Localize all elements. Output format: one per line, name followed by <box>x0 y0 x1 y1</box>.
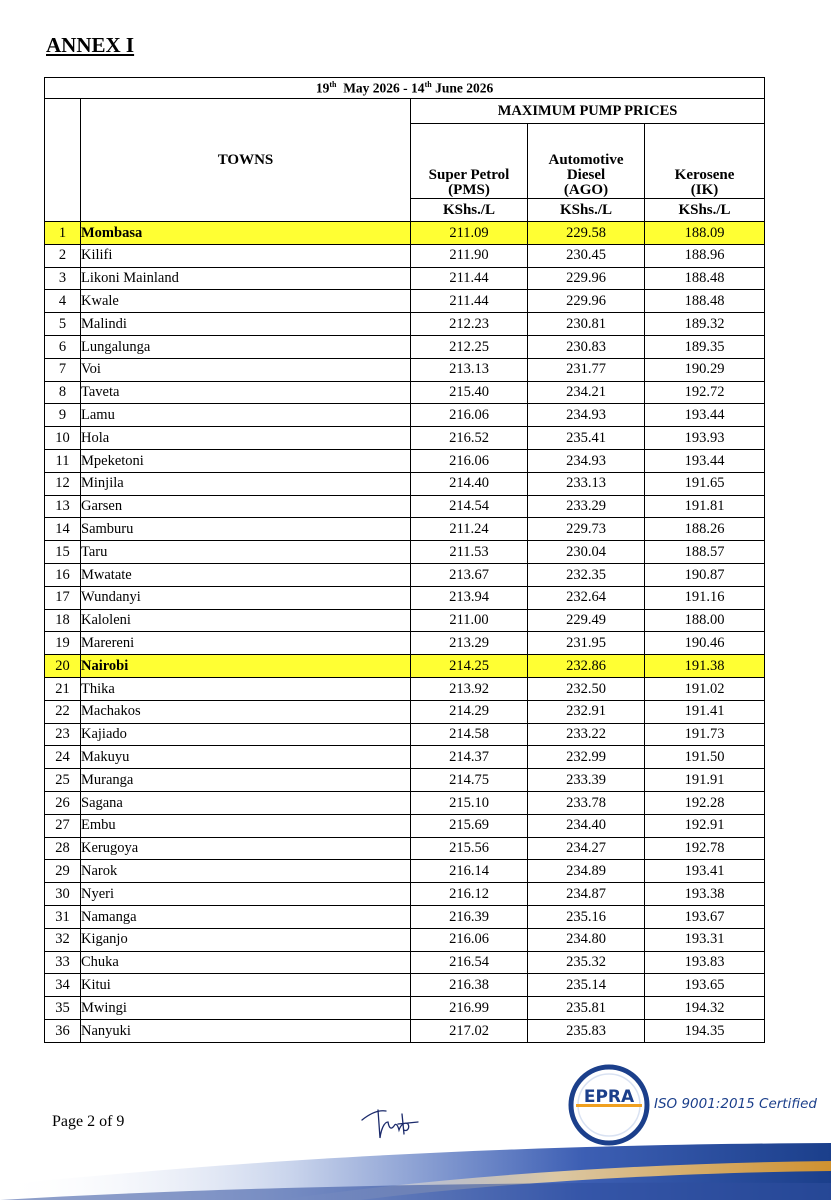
row-number: 3 <box>45 267 81 290</box>
row-number: 28 <box>45 837 81 860</box>
ago-price: 234.89 <box>528 860 645 883</box>
table-row <box>45 427 765 450</box>
ago-price: 232.64 <box>528 586 645 609</box>
pms-price: 216.06 <box>411 928 528 951</box>
table-row <box>45 655 765 678</box>
town-name: Muranga <box>81 769 411 792</box>
table-row <box>45 472 765 495</box>
town-name: Kerugoya <box>81 837 411 860</box>
town-name: Malindi <box>81 313 411 336</box>
ago-price: 235.83 <box>528 1019 645 1042</box>
pms-price: 211.09 <box>411 222 528 245</box>
town-name: Kajiado <box>81 723 411 746</box>
town-name: Marereni <box>81 632 411 655</box>
town-name: Kilifi <box>81 244 411 267</box>
town-name: Kwale <box>81 290 411 313</box>
row-number: 7 <box>45 358 81 381</box>
town-name: Mombasa <box>81 222 411 245</box>
ik-price: 192.78 <box>645 837 765 860</box>
row-number: 34 <box>45 974 81 997</box>
table-row <box>45 586 765 609</box>
ik-price: 191.91 <box>645 769 765 792</box>
town-name: Hola <box>81 427 411 450</box>
row-number: 1 <box>45 222 81 245</box>
pms-unit: KShs./L <box>411 199 528 222</box>
row-number: 32 <box>45 928 81 951</box>
table-row <box>45 791 765 814</box>
ago-price: 233.22 <box>528 723 645 746</box>
row-number: 14 <box>45 518 81 541</box>
pms-price: 213.92 <box>411 677 528 700</box>
pms-price: 213.94 <box>411 586 528 609</box>
pms-price: 211.53 <box>411 541 528 564</box>
table-row <box>45 313 765 336</box>
ago-unit: KShs./L <box>528 199 645 222</box>
town-name: Garsen <box>81 495 411 518</box>
table-row <box>45 335 765 358</box>
table-row <box>45 222 765 245</box>
pms-price: 216.06 <box>411 449 528 472</box>
table-row <box>45 814 765 837</box>
town-name: Likoni Mainland <box>81 267 411 290</box>
ik-price: 191.81 <box>645 495 765 518</box>
table-row <box>45 951 765 974</box>
row-number: 9 <box>45 404 81 427</box>
pms-price: 216.06 <box>411 404 528 427</box>
town-name: Wundanyi <box>81 586 411 609</box>
table-row <box>45 563 765 586</box>
pms-price: 214.29 <box>411 700 528 723</box>
ago-price: 234.80 <box>528 928 645 951</box>
pms-price: 214.40 <box>411 472 528 495</box>
ik-price: 194.32 <box>645 997 765 1020</box>
table-row <box>45 358 765 381</box>
ik-price: 193.65 <box>645 974 765 997</box>
row-number: 21 <box>45 677 81 700</box>
ik-price: 188.09 <box>645 222 765 245</box>
town-name: Mwingi <box>81 997 411 1020</box>
iso-certification: ISO 9001:2015 Certified <box>654 1096 817 1112</box>
ago-price: 230.81 <box>528 313 645 336</box>
ik-price: 190.46 <box>645 632 765 655</box>
ago-price: 234.93 <box>528 449 645 472</box>
town-name: Namanga <box>81 905 411 928</box>
ago-price: 232.91 <box>528 700 645 723</box>
table-row <box>45 928 765 951</box>
row-number: 26 <box>45 791 81 814</box>
row-number: 31 <box>45 905 81 928</box>
ago-price: 232.35 <box>528 563 645 586</box>
ago-price: 231.77 <box>528 358 645 381</box>
ik-price: 188.57 <box>645 541 765 564</box>
ik-price: 188.26 <box>645 518 765 541</box>
ik-price: 191.16 <box>645 586 765 609</box>
row-number: 18 <box>45 609 81 632</box>
ik-price: 191.73 <box>645 723 765 746</box>
table-row <box>45 905 765 928</box>
ago-price: 235.16 <box>528 905 645 928</box>
ik-price: 192.28 <box>645 791 765 814</box>
kerosene-header: Kerosene (IK) <box>645 124 765 199</box>
ik-price: 192.72 <box>645 381 765 404</box>
row-number: 19 <box>45 632 81 655</box>
table-row <box>45 700 765 723</box>
row-number: 5 <box>45 313 81 336</box>
pms-price: 214.54 <box>411 495 528 518</box>
ik-price: 192.91 <box>645 814 765 837</box>
table-row <box>45 860 765 883</box>
ago-price: 230.04 <box>528 541 645 564</box>
table-row <box>45 541 765 564</box>
town-name: Lamu <box>81 404 411 427</box>
pms-price: 213.13 <box>411 358 528 381</box>
ik-price: 193.44 <box>645 449 765 472</box>
ago-price: 229.58 <box>528 222 645 245</box>
ik-price: 193.38 <box>645 883 765 906</box>
pms-price: 211.24 <box>411 518 528 541</box>
ik-price: 193.93 <box>645 427 765 450</box>
town-name: Taru <box>81 541 411 564</box>
town-name: Makuyu <box>81 746 411 769</box>
ik-price: 188.00 <box>645 609 765 632</box>
pms-price: 213.29 <box>411 632 528 655</box>
ago-price: 229.96 <box>528 267 645 290</box>
table-row <box>45 883 765 906</box>
row-number: 6 <box>45 335 81 358</box>
ik-price: 190.87 <box>645 563 765 586</box>
town-name: Mwatate <box>81 563 411 586</box>
pms-price: 216.38 <box>411 974 528 997</box>
ago-price: 233.78 <box>528 791 645 814</box>
super-petrol-header: Super Petrol (PMS) <box>411 124 528 199</box>
pms-price: 216.99 <box>411 997 528 1020</box>
number-column-header <box>45 99 81 222</box>
row-number: 4 <box>45 290 81 313</box>
town-name: Minjila <box>81 472 411 495</box>
table-row <box>45 997 765 1020</box>
ik-price: 190.29 <box>645 358 765 381</box>
town-name: Thika <box>81 677 411 700</box>
row-number: 16 <box>45 563 81 586</box>
town-name: Machakos <box>81 700 411 723</box>
pms-price: 211.00 <box>411 609 528 632</box>
ago-price: 234.21 <box>528 381 645 404</box>
ik-price: 191.65 <box>645 472 765 495</box>
table-row <box>45 404 765 427</box>
town-name: Nairobi <box>81 655 411 678</box>
town-name: Mpeketoni <box>81 449 411 472</box>
row-number: 13 <box>45 495 81 518</box>
automotive-diesel-header: Automotive Diesel (AGO) <box>528 124 645 199</box>
town-name: Voi <box>81 358 411 381</box>
table-row <box>45 381 765 404</box>
table-row <box>45 290 765 313</box>
towns-header: TOWNS <box>81 99 411 222</box>
row-number: 20 <box>45 655 81 678</box>
page-number: Page 2 of 9 <box>52 1113 125 1130</box>
town-name: Sagana <box>81 791 411 814</box>
row-number: 30 <box>45 883 81 906</box>
pms-price: 216.12 <box>411 883 528 906</box>
row-number: 23 <box>45 723 81 746</box>
ik-price: 191.50 <box>645 746 765 769</box>
ago-price: 229.96 <box>528 290 645 313</box>
ik-price: 194.35 <box>645 1019 765 1042</box>
ago-price: 234.40 <box>528 814 645 837</box>
pms-price: 216.14 <box>411 860 528 883</box>
town-name: Narok <box>81 860 411 883</box>
ik-unit: KShs./L <box>645 199 765 222</box>
pump-prices-table <box>44 77 765 1043</box>
ik-price: 188.96 <box>645 244 765 267</box>
pms-price: 216.54 <box>411 951 528 974</box>
pms-price: 211.44 <box>411 267 528 290</box>
ago-price: 235.81 <box>528 997 645 1020</box>
pms-price: 214.75 <box>411 769 528 792</box>
table-row <box>45 837 765 860</box>
row-number: 33 <box>45 951 81 974</box>
town-name: Chuka <box>81 951 411 974</box>
pms-price: 215.69 <box>411 814 528 837</box>
town-name: Kiganjo <box>81 928 411 951</box>
row-number: 24 <box>45 746 81 769</box>
town-name: Samburu <box>81 518 411 541</box>
row-number: 8 <box>45 381 81 404</box>
table-row <box>45 495 765 518</box>
pms-price: 215.40 <box>411 381 528 404</box>
ik-price: 193.41 <box>645 860 765 883</box>
ago-price: 234.27 <box>528 837 645 860</box>
ago-price: 229.73 <box>528 518 645 541</box>
row-number: 35 <box>45 997 81 1020</box>
logo-text: EPRA <box>583 1087 635 1107</box>
table-row <box>45 518 765 541</box>
town-name: Nyeri <box>81 883 411 906</box>
row-number: 17 <box>45 586 81 609</box>
price-rows <box>45 222 765 1043</box>
pms-price: 216.39 <box>411 905 528 928</box>
row-number: 11 <box>45 449 81 472</box>
table-row <box>45 267 765 290</box>
ik-price: 193.67 <box>645 905 765 928</box>
ago-price: 230.83 <box>528 335 645 358</box>
row-number: 10 <box>45 427 81 450</box>
pms-price: 214.37 <box>411 746 528 769</box>
town-name: Lungalunga <box>81 335 411 358</box>
table-row <box>45 974 765 997</box>
pms-price: 214.25 <box>411 655 528 678</box>
ago-price: 229.49 <box>528 609 645 632</box>
row-number: 29 <box>45 860 81 883</box>
pms-price: 212.25 <box>411 335 528 358</box>
row-number: 12 <box>45 472 81 495</box>
row-number: 22 <box>45 700 81 723</box>
ik-price: 188.48 <box>645 290 765 313</box>
ago-price: 234.87 <box>528 883 645 906</box>
table-row <box>45 1019 765 1042</box>
row-number: 36 <box>45 1019 81 1042</box>
ago-price: 232.50 <box>528 677 645 700</box>
ago-price: 233.39 <box>528 769 645 792</box>
table-row <box>45 449 765 472</box>
pms-price: 213.67 <box>411 563 528 586</box>
town-name: Kaloleni <box>81 609 411 632</box>
pms-price: 215.10 <box>411 791 528 814</box>
pms-price: 215.56 <box>411 837 528 860</box>
row-number: 25 <box>45 769 81 792</box>
ik-price: 193.31 <box>645 928 765 951</box>
pms-price: 217.02 <box>411 1019 528 1042</box>
footer-wave <box>0 1125 831 1200</box>
town-name: Nanyuki <box>81 1019 411 1042</box>
pms-price: 214.58 <box>411 723 528 746</box>
ik-price: 189.32 <box>645 313 765 336</box>
ik-price: 193.83 <box>645 951 765 974</box>
annex-title: ANNEX I <box>46 33 135 57</box>
ago-price: 230.45 <box>528 244 645 267</box>
ago-price: 233.29 <box>528 495 645 518</box>
ago-price: 233.13 <box>528 472 645 495</box>
table-row <box>45 632 765 655</box>
ago-price: 235.32 <box>528 951 645 974</box>
row-number: 2 <box>45 244 81 267</box>
ago-price: 232.99 <box>528 746 645 769</box>
ik-price: 191.41 <box>645 700 765 723</box>
table-row <box>45 746 765 769</box>
pms-price: 216.52 <box>411 427 528 450</box>
row-number: 27 <box>45 814 81 837</box>
ik-price: 191.38 <box>645 655 765 678</box>
town-name: Kitui <box>81 974 411 997</box>
table-row <box>45 677 765 700</box>
max-pump-prices-header: MAXIMUM PUMP PRICES <box>411 99 765 124</box>
row-number: 15 <box>45 541 81 564</box>
ik-price: 188.48 <box>645 267 765 290</box>
ik-price: 193.44 <box>645 404 765 427</box>
table-row <box>45 769 765 792</box>
ago-price: 231.95 <box>528 632 645 655</box>
pms-price: 211.90 <box>411 244 528 267</box>
ago-price: 234.93 <box>528 404 645 427</box>
ago-price: 235.41 <box>528 427 645 450</box>
pms-price: 212.23 <box>411 313 528 336</box>
town-name: Embu <box>81 814 411 837</box>
ik-price: 191.02 <box>645 677 765 700</box>
table-row <box>45 244 765 267</box>
ago-price: 235.14 <box>528 974 645 997</box>
period-header: 19th May 2026 - 14th June 2026 <box>45 78 765 99</box>
town-name: Taveta <box>81 381 411 404</box>
table-row <box>45 723 765 746</box>
pms-price: 211.44 <box>411 290 528 313</box>
ik-price: 189.35 <box>645 335 765 358</box>
table-row <box>45 609 765 632</box>
ago-price: 232.86 <box>528 655 645 678</box>
